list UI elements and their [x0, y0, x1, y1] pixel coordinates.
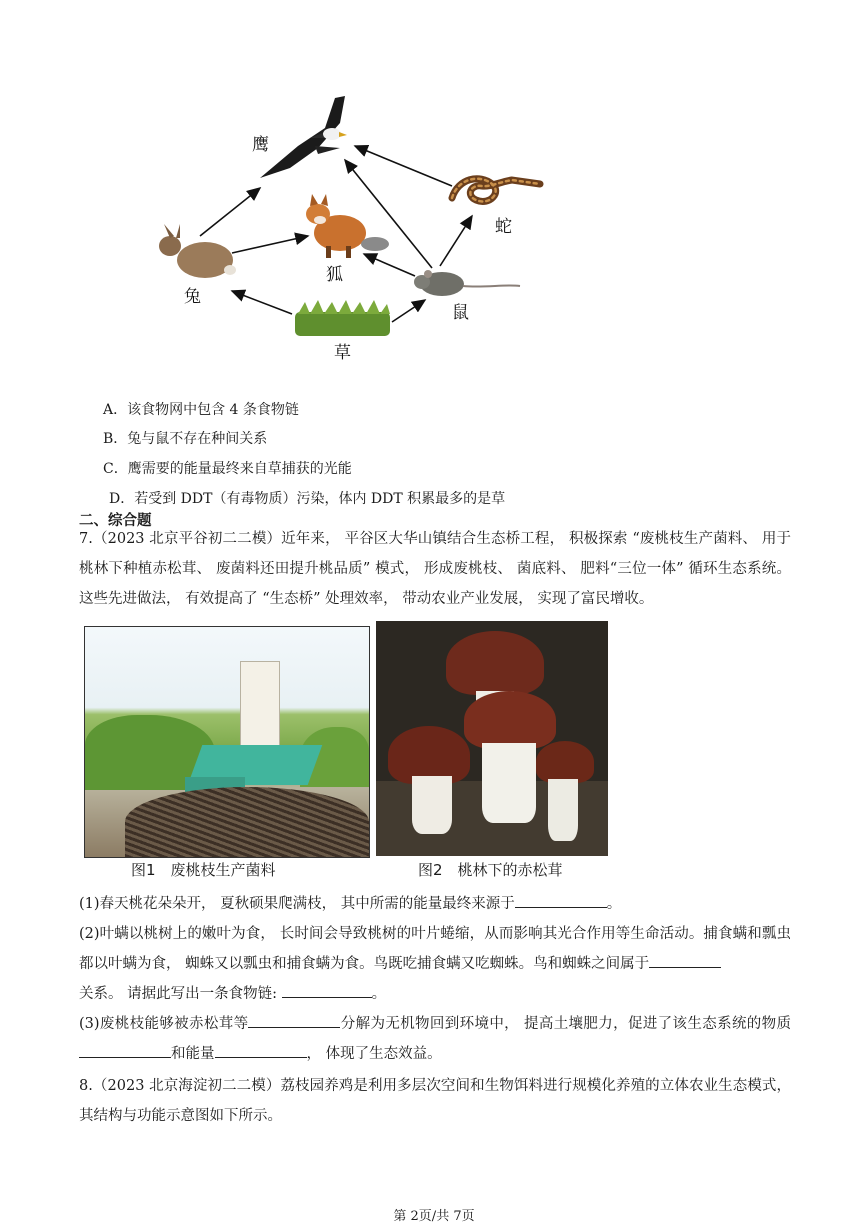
option-c: C．鹰需要的能量最终来自草捕获的光能	[103, 461, 352, 477]
q7-sub3-blank-decomposer[interactable]	[248, 1011, 340, 1028]
q7-sub2-text: (2)叶螨以桃树上的嫩叶为食， 长时间会导致桃树的叶片蜷缩，从而影响其光合作用等生命活动。捕食螨和瓢虫都以叶螨为食， 蜘蛛又以瓢虫和捕食螨为食。鸟既吃捕食螨又吃蜘蛛。鸟和蜘蛛之间属于	[79, 926, 791, 972]
q7-sub2	[79, 919, 791, 1009]
option-a: A．该食物网中包含 4 条食物链	[103, 402, 299, 418]
arrow-rabbit-eagle	[200, 188, 260, 236]
figure-1-caption: 图1 废桃枝生产菌料	[131, 861, 276, 879]
figure-2-caption: 图2 桃林下的赤松茸	[418, 861, 563, 879]
figure-2-photo	[376, 621, 608, 856]
q7-sub3-blank-material[interactable]	[79, 1041, 171, 1058]
arrow-grass-mouse	[392, 300, 425, 322]
grass-image	[295, 300, 390, 336]
q7-intro: 7.（2023 北京平谷初二二模）近年来， 平谷区大华山镇结合生态桥工程， 积极探索 “废桃枝生产菌料、 用于桃林下种植赤松茸、 废菌料还田提升桃品质” 模式， 形成废桃枝、 菌底料、 肥料“三位一体” 循环生态系统。 这些先进做法， 有效提高了 “生态桥” 处理效率， 带动农业产业发展， 实现了富民增收。	[79, 531, 791, 607]
q7-sub2-text-2: 关系。 请据此写出一条食物链:	[79, 986, 277, 1002]
q7-sub1-text: (1)春天桃花朵朵开， 夏秋硕果爬满枝， 其中所需的能量最终来源于	[79, 896, 515, 912]
arrow-mouse-fox	[364, 254, 415, 276]
food-web-diagram	[140, 88, 560, 373]
q7-sub1-end: 。	[606, 896, 622, 912]
q7-sub1	[79, 889, 791, 919]
grass-label: 草	[334, 343, 351, 363]
q7-sub3-blank-energy[interactable]	[215, 1041, 307, 1058]
rabbit-label: 兔	[184, 287, 201, 307]
eagle-image	[260, 96, 347, 178]
q8-intro: 8.（2023 北京海淀初二二模）荔枝园养鸡是利用多层次空间和生物饵料进行规模化养殖的立体农业生态模式，其结构与功能示意图如下所示。	[79, 1078, 791, 1124]
q7-sub2-blank-chain[interactable]	[282, 981, 372, 998]
q7-sub2-end: 。	[371, 986, 387, 1002]
q7-sub2-blank-relation[interactable]	[649, 951, 721, 968]
arrow-mouse-snake	[440, 216, 472, 266]
arrow-mouse-eagle	[345, 160, 432, 268]
fox-image	[306, 194, 389, 258]
fox-label: 狐	[326, 265, 343, 285]
q7-sub3	[79, 1009, 791, 1069]
option-d: D．若受到 DDT（有毒物质）污染，体内 DDT 积累最多的是草	[109, 491, 506, 507]
section-title: 二、综合题	[79, 513, 152, 529]
option-b: B．兔与鼠不存在种间关系	[103, 431, 268, 447]
arrow-snake-eagle	[355, 146, 452, 186]
arrow-rabbit-fox	[232, 236, 308, 253]
snake-image	[452, 179, 540, 202]
page-footer: 第 2页/共 7页	[393, 1209, 475, 1224]
snake-label: 蛇	[495, 217, 512, 237]
figure-1-photo	[84, 626, 370, 858]
rabbit-image	[159, 224, 236, 278]
mouse-image	[414, 270, 520, 296]
q7-sub1-blank[interactable]	[515, 891, 607, 908]
q7-sub3-text-3: 和能量	[171, 1046, 215, 1062]
eagle-label: 鹰	[252, 135, 269, 155]
q7-sub3-end: ， 体现了生态效益。	[306, 1046, 442, 1062]
q7-sub3-text: (3)废桃枝能够被赤松茸等	[79, 1016, 249, 1032]
mouse-label: 鼠	[452, 303, 469, 323]
q7-sub3-text-2: 分解为无机物回到环境中， 提高土壤肥力，促进了该生态系统的物质	[340, 1016, 792, 1032]
arrow-grass-rabbit	[232, 291, 292, 314]
